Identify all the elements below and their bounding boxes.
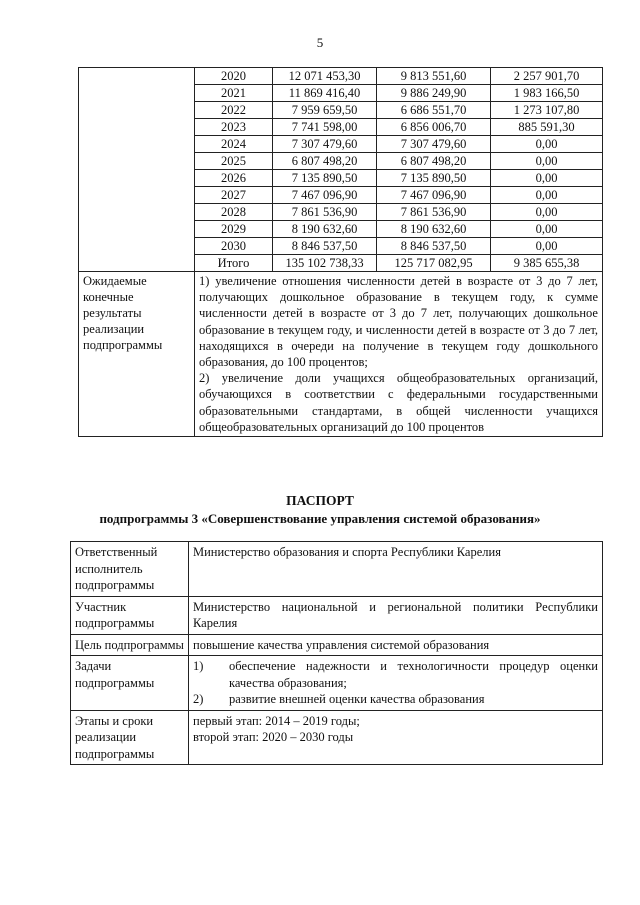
finance-total: 7 959 659,50 <box>273 102 377 119</box>
page-number: 5 <box>316 35 324 50</box>
participant-value: Министерство национальной и региональной политики Республики Карелия <box>189 596 603 634</box>
tasks-row <box>71 656 603 711</box>
responsible-row <box>71 542 603 597</box>
passport-table <box>70 541 603 765</box>
goal-value: повышение качества управления системой образования <box>189 634 603 656</box>
finance-blank-cell <box>79 187 195 204</box>
finance-total: 8 846 537,50 <box>273 238 377 255</box>
passport-subtitle: подпрограммы 3 «Совершенствование управления системой образования» <box>99 511 541 526</box>
finance-total: 12 071 453,30 <box>273 68 377 85</box>
finance-blank-cell <box>79 136 195 153</box>
finance-row <box>79 221 603 238</box>
finance-row <box>79 68 603 85</box>
finance-col2: 8 190 632,60 <box>377 221 491 238</box>
finance-year: 2030 <box>195 238 273 255</box>
finance-total: 135 102 738,33 <box>273 255 377 272</box>
finance-year: 2029 <box>195 221 273 238</box>
task-number: 1) <box>193 659 204 673</box>
finance-col3: 0,00 <box>491 136 603 153</box>
results-label: Ожидаемые конечные результаты реализации подпрограммы <box>79 272 195 437</box>
finance-row <box>79 187 603 204</box>
finance-col2: 9 886 249,90 <box>377 85 491 102</box>
finance-year: 2024 <box>195 136 273 153</box>
responsible-label: Ответственный исполнитель подпрограммы <box>71 542 189 597</box>
finance-blank-cell <box>79 238 195 255</box>
finance-blank-cell <box>79 204 195 221</box>
finance-blank-cell <box>79 85 195 102</box>
finance-total: 7 861 536,90 <box>273 204 377 221</box>
finance-year: 2025 <box>195 153 273 170</box>
finance-year: 2026 <box>195 170 273 187</box>
finance-total: 7 307 479,60 <box>273 136 377 153</box>
finance-col3: 0,00 <box>491 153 603 170</box>
finance-col3: 0,00 <box>491 170 603 187</box>
finance-total: 7 135 890,50 <box>273 170 377 187</box>
task-number: 2) <box>193 692 204 706</box>
finance-total: 11 869 416,40 <box>273 85 377 102</box>
finance-year: 2028 <box>195 204 273 221</box>
finance-row <box>79 153 603 170</box>
stage-2: второй этап: 2020 – 2030 годы <box>193 730 354 744</box>
finance-col3: 2 257 901,70 <box>491 68 603 85</box>
finance-row <box>79 102 603 119</box>
goal-label: Цель подпрограммы <box>71 634 189 656</box>
task-item-2 <box>193 691 598 708</box>
finance-year: 2021 <box>195 85 273 102</box>
finance-col2: 8 846 537,50 <box>377 238 491 255</box>
finance-row <box>79 136 603 153</box>
stages-label: Этапы и сроки реализации подпрограммы <box>71 710 189 765</box>
finance-blank-cell <box>79 153 195 170</box>
finance-year: 2020 <box>195 68 273 85</box>
results-item-1: 1) увеличение отношения численности детей в возрасте от 3 до 7 лет, получающих дошкольное образование в текущем году, к сумме численности детей в возрасте от 3 до 7 лет, получающих дошкольное образование в текущем году, и численности детей в возрасте от 3 до 7 лет, находящихся в очереди на получение в текущем году дошкольного образования, до 100 процентов; <box>199 274 598 370</box>
finance-col3: 0,00 <box>491 187 603 204</box>
passport-title: ПАСПОРТ <box>286 493 354 508</box>
finance-table-body <box>79 68 603 272</box>
finance-col2: 6 686 551,70 <box>377 102 491 119</box>
finance-blank-cell <box>79 255 195 272</box>
task-text: обеспечение надежности и технологичности процедур оценки качества образования; <box>229 659 598 690</box>
stage-1: первый этап: 2014 – 2019 годы; <box>193 713 360 728</box>
finance-col2: 6 856 006,70 <box>377 119 491 136</box>
finance-col2: 7 861 536,90 <box>377 204 491 221</box>
finance-col2: 7 135 890,50 <box>377 170 491 187</box>
tasks-label: Задачи подпрограммы <box>71 656 189 711</box>
finance-blank-cell <box>79 119 195 136</box>
finance-col3: 1 273 107,80 <box>491 102 603 119</box>
finance-blank-cell <box>79 68 195 85</box>
finance-year: 2027 <box>195 187 273 204</box>
finance-year: 2023 <box>195 119 273 136</box>
finance-row <box>79 238 603 255</box>
participant-label: Участник подпрограммы <box>71 596 189 634</box>
task-item-1 <box>193 658 598 691</box>
finance-row <box>79 85 603 102</box>
finance-col3: 1 983 166,50 <box>491 85 603 102</box>
participant-row <box>71 596 603 634</box>
finance-year: Итого <box>195 255 273 272</box>
finance-blank-cell <box>79 102 195 119</box>
finance-col3: 0,00 <box>491 204 603 221</box>
results-row <box>79 272 603 437</box>
finance-col2: 125 717 082,95 <box>377 255 491 272</box>
finance-total: 7 467 096,90 <box>273 187 377 204</box>
results-item-2: 2) увеличение доли учащихся общеобразовательных организаций, обучающихся в соответствии с федеральными государственными образовательными стандартами, в общей численности учащихся общеобразовательных организаций до 100 процентов <box>199 371 598 434</box>
finance-col3: 9 385 655,38 <box>491 255 603 272</box>
finance-col2: 6 807 498,20 <box>377 153 491 170</box>
finance-col3: 885 591,30 <box>491 119 603 136</box>
finance-total: 7 741 598,00 <box>273 119 377 136</box>
finance-row <box>79 204 603 221</box>
finance-col2: 7 307 479,60 <box>377 136 491 153</box>
finance-blank-cell <box>79 170 195 187</box>
stages-row <box>71 710 603 765</box>
goal-row <box>71 634 603 656</box>
tasks-value <box>189 656 603 711</box>
responsible-value: Министерство образования и спорта Республики Карелия <box>189 542 603 597</box>
finance-table <box>78 67 603 437</box>
finance-row <box>79 119 603 136</box>
finance-row <box>79 255 603 272</box>
finance-col2: 7 467 096,90 <box>377 187 491 204</box>
finance-total: 6 807 498,20 <box>273 153 377 170</box>
task-text: развитие внешней оценки качества образования <box>229 692 485 706</box>
finance-row <box>79 170 603 187</box>
results-value <box>195 272 603 437</box>
finance-col2: 9 813 551,60 <box>377 68 491 85</box>
stages-value <box>189 710 603 765</box>
finance-col3: 0,00 <box>491 221 603 238</box>
finance-total: 8 190 632,60 <box>273 221 377 238</box>
finance-blank-cell <box>79 221 195 238</box>
finance-col3: 0,00 <box>491 238 603 255</box>
finance-year: 2022 <box>195 102 273 119</box>
